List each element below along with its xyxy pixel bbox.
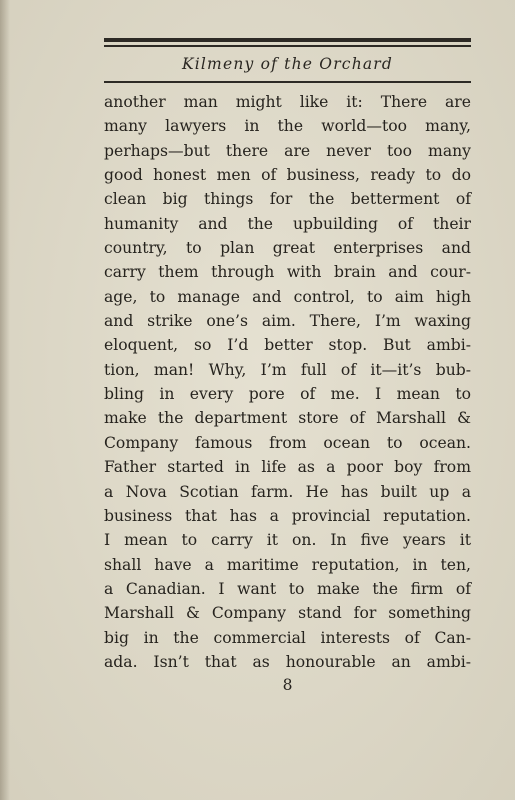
text-line: shall have a maritime reputation, in ten, — [104, 555, 471, 574]
text-line: country, to plan great enterprises and — [104, 239, 471, 258]
running-head-title: Kilmeny of the Orchard — [181, 55, 394, 73]
text-line: clean big things for the betterment of — [104, 190, 471, 209]
text-line: and strike one’s aim. There, I’m waxing — [104, 312, 471, 331]
text-line: business that has a provincial reputation. — [104, 506, 471, 525]
text-line: a Canadian. I want to make the firm of — [104, 579, 471, 598]
text-line: tion, man! Why, I’m full of it—it’s bub- — [104, 360, 471, 379]
text-line: make the department store of Marshall & — [104, 409, 471, 428]
text-line: humanity and the upbuilding of their — [104, 214, 471, 233]
header-rule-thick — [104, 38, 471, 42]
page-number: 8 — [282, 676, 293, 694]
text-line: carry them through with brain and cour- — [104, 263, 471, 282]
text-line: another man might like it: There are — [104, 93, 471, 111]
text-line: bling in every pore of me. I mean to — [104, 385, 471, 404]
text-line: good honest men of business, ready to do — [104, 166, 471, 185]
text-line: Company famous from ocean to ocean. — [104, 433, 471, 452]
text-line: Father started in life as a poor boy from — [104, 458, 471, 477]
text-line: ada. Isn’t that as honourable an ambi- — [104, 652, 471, 671]
header-rule-thin — [104, 45, 471, 47]
text-line: many lawyers in the world—too many, — [104, 117, 471, 136]
body-text-block — [104, 90, 471, 674]
text-line: Marshall & Company stand for something — [104, 604, 471, 623]
text-line: perhaps—but there are never too many — [104, 141, 471, 160]
text-line: eloquent, so I’d better stop. But ambi- — [104, 336, 471, 355]
text-line: age, to manage and control, to aim high — [104, 287, 471, 306]
header-underline-rule — [104, 81, 471, 83]
text-line: big in the commercial interests of Can- — [104, 628, 471, 647]
text-line: a Nova Scotian farm. He has built up a — [104, 482, 471, 501]
binding-gutter-shadow — [0, 0, 10, 800]
text-line: I mean to carry it on. In five years it — [104, 531, 471, 550]
